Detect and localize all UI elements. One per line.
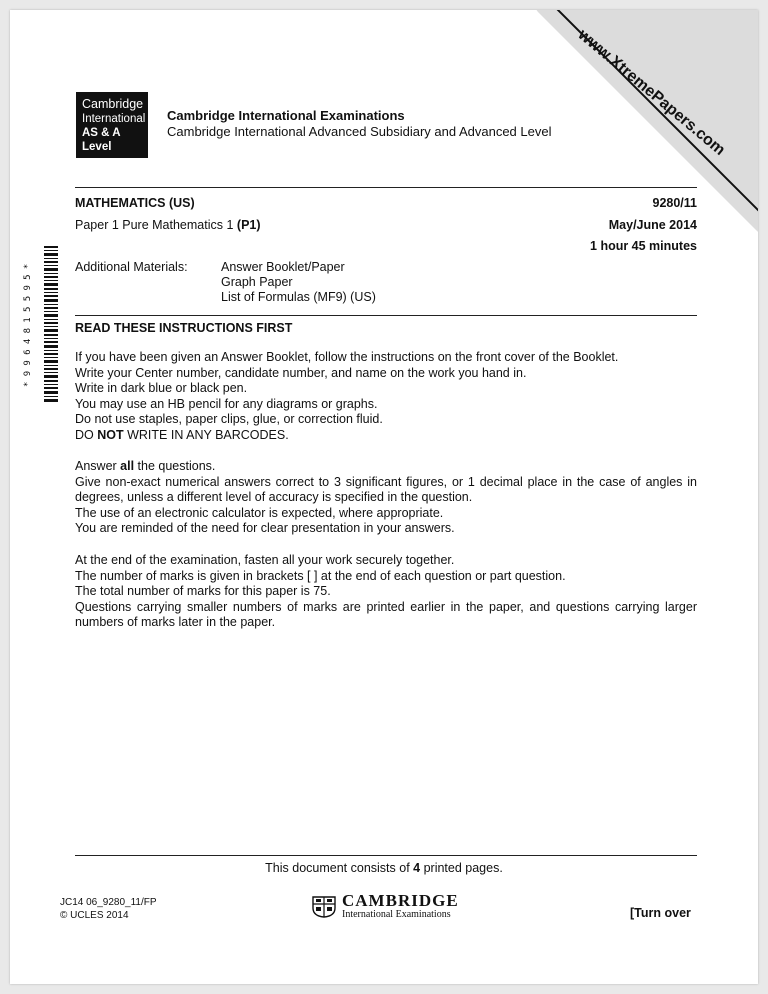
- instruction-line: If you have been given an Answer Booklet, follow the instructions on the front cover of the Booklet.: [75, 350, 619, 364]
- page-count: This document consists of 4 printed pages.: [265, 861, 503, 875]
- footer-brand: CAMBRIDGE: [342, 891, 459, 910]
- instruction-line-answer: Answer all the questions.: [75, 459, 216, 473]
- instructions-block-1: [75, 350, 697, 444]
- instruction-line: Questions carrying smaller numbers of marks are printed earlier in the paper, and questions carrying larger numbers of marks later in the paper.: [75, 599, 697, 630]
- cambridge-logo: [76, 92, 148, 158]
- materials-item: List of Formulas (MF9) (US): [221, 290, 376, 304]
- materials-list: [221, 260, 376, 305]
- cambridge-footer-logo: [312, 893, 459, 921]
- divider-instructions: [75, 315, 697, 316]
- instruction-line-barcodes: DO NOT WRITE IN ANY BARCODES.: [75, 427, 289, 442]
- instruction-line: Write your Center number, candidate number, and name on the work you hand in.: [75, 365, 527, 380]
- instruction-line: Do not use staples, paper clips, glue, or correction fluid.: [75, 412, 383, 427]
- logo-line-2: International: [82, 113, 146, 125]
- header-subtitle: Cambridge International Advanced Subsidiary and Advanced Level: [167, 124, 552, 139]
- instruction-line: The number of marks is given in brackets [ ] at the end of each question or part question.: [75, 568, 566, 583]
- subject-title: MATHEMATICS (US): [75, 196, 195, 210]
- footer-reference: [60, 896, 157, 922]
- instruction-line: Write in dark blue or black pen.: [75, 381, 248, 396]
- paper-title: [75, 218, 261, 232]
- barcode-digits: *9964815595*: [23, 258, 33, 388]
- logo-line-1: Cambridge: [82, 97, 144, 111]
- exam-duration: 1 hour 45 minutes: [590, 239, 697, 253]
- divider-top: [75, 187, 697, 188]
- instruction-line: You are reminded of the need for clear presentation in your answers.: [75, 521, 455, 536]
- logo-line-3: AS & A Level: [82, 127, 121, 153]
- document-ref: JC14 06_9280_11/FP: [60, 897, 157, 908]
- paper-code: (P1): [236, 218, 261, 232]
- materials-item: Answer Booklet/Paper: [221, 260, 345, 274]
- instruction-line: The use of an electronic calculator is expected, where appropriate.: [75, 505, 444, 520]
- instruction-line: At the end of the examination, fasten all your work securely together.: [75, 553, 455, 567]
- barcode: [44, 246, 58, 402]
- copyright: © UCLES 2014: [60, 910, 129, 921]
- instruction-line: Give non-exact numerical answers correct to 3 significant figures, or 1 decimal place in the case of angles in degrees, unless a different level of accuracy is specified in the question.: [75, 474, 697, 505]
- turn-over: [Turn over: [630, 906, 691, 920]
- exam-cover-page: [10, 10, 758, 984]
- exam-session: May/June 2014: [608, 218, 697, 232]
- watermark-url: www.XtremePapers.com: [574, 26, 729, 159]
- instruction-line: The total number of marks for this paper is 75.: [75, 584, 331, 599]
- instructions-block-3: [75, 553, 697, 631]
- instructions-heading: READ THESE INSTRUCTIONS FIRST: [75, 321, 293, 335]
- instructions-block-2: [75, 459, 697, 537]
- divider-footer: [75, 855, 697, 856]
- paper-name: Paper 1 Pure Mathematics 1: [75, 218, 234, 232]
- instruction-line: You may use an HB pencil for any diagrams or graphs.: [75, 396, 378, 411]
- footer-brand-sub: International Examinations: [342, 909, 451, 920]
- materials-label: Additional Materials:: [75, 260, 188, 274]
- cambridge-crest-icon: [312, 896, 336, 918]
- syllabus-code: 9280/11: [652, 196, 697, 210]
- materials-item: Graph Paper: [221, 275, 293, 289]
- header-title: Cambridge International Examinations: [167, 108, 405, 123]
